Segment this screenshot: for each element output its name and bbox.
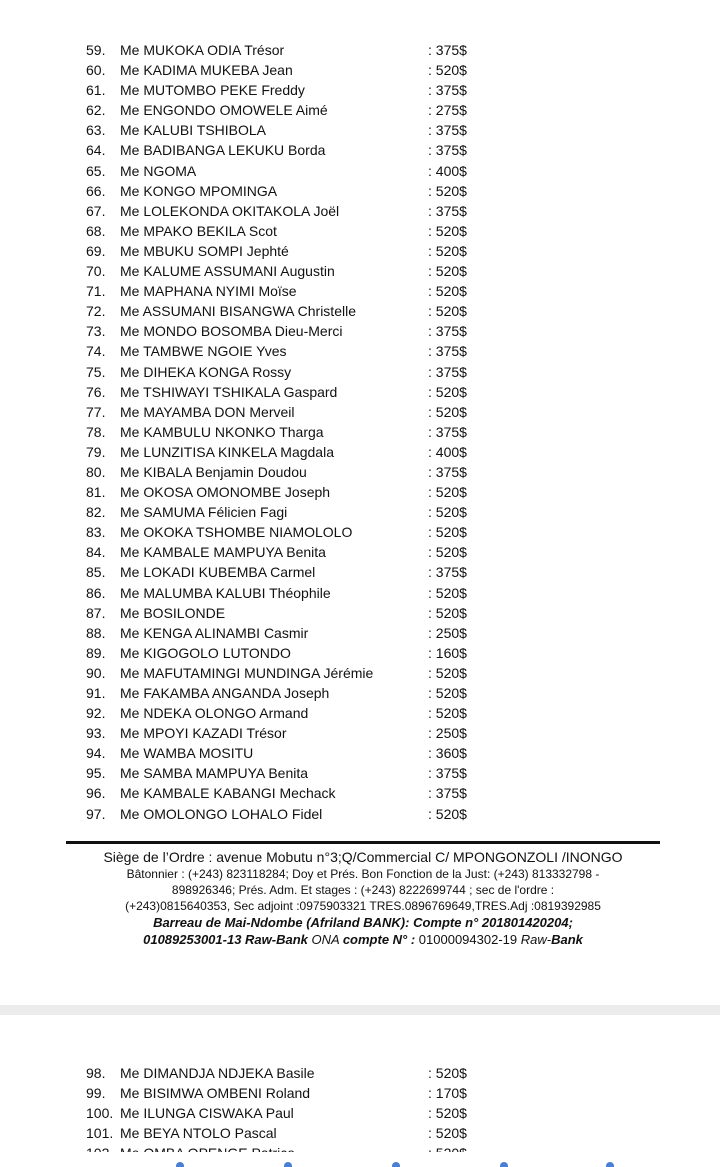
member-name: Me TAMBWE NGOIE Yves (120, 343, 287, 360)
member-name: Me MPOYI KAZADI Trésor (120, 725, 287, 742)
footer-contacts-1: Bâtonnier : (+243) 823118284; Doy et Prés. Bon Fonction de la Just: (+243) 813332798 - (126, 867, 600, 881)
member-name: Me KALUBI TSHIBOLA (120, 122, 267, 139)
list-item (86, 241, 506, 261)
fee-amount: : 520$ (428, 664, 467, 681)
page-dot (392, 1162, 400, 1167)
fee-amount: : 375$ (428, 463, 467, 480)
item-number: 99. (86, 1085, 106, 1102)
list-item (86, 181, 506, 201)
fee-amount: : 375$ (428, 343, 467, 360)
member-name: Me FAKAMBA ANGANDA Joseph (120, 685, 330, 701)
fee-amount: : 520$ (428, 303, 467, 320)
item-number: 78. (86, 423, 106, 440)
fee-amount: : 250$ (428, 725, 467, 742)
list-item (86, 683, 506, 703)
list-item (86, 1103, 506, 1123)
fee-amount: : 375$ (428, 142, 467, 159)
member-name: Me MAPHANA NYIMI Moïse (120, 283, 297, 300)
member-name: Me BADIBANGA LEKUKU Borda (120, 142, 326, 159)
list-item (86, 362, 506, 382)
footer-contacts-3: (+243)0815640353, Sec adjoint :0975903321 TRES.0896769649,TRES.Adj :0819392985 (125, 899, 601, 913)
list-item (86, 783, 506, 803)
list-item (86, 583, 506, 603)
item-number: 80. (86, 463, 106, 480)
item-number: 85. (86, 564, 106, 581)
item-number: 72. (86, 303, 106, 320)
fee-amount: : 375$ (428, 82, 467, 99)
fee-amount: : 520$ (428, 283, 467, 300)
member-name: Me KALUME ASSUMANI Augustin (120, 263, 335, 280)
list-item (86, 522, 506, 542)
member-name: Me MBUKU SOMPI Jephté (120, 242, 289, 259)
member-name: Me MUKOKA ODIA Trésor (120, 42, 285, 58)
footer-bank-account-1: Barreau de Mai-Ndombe (Afriland BANK): Compte n° 201801420204; (153, 915, 573, 930)
list-item (86, 201, 506, 221)
member-name: Me KADIMA MUKEBA Jean (120, 62, 293, 79)
item-number: 69. (86, 242, 106, 259)
item-number: 84. (86, 544, 106, 561)
fee-amount: : 520$ (428, 685, 467, 701)
member-name: Me ENGONDO OMOWELE Aimé (120, 102, 328, 119)
list-item (86, 161, 506, 181)
fee-amount: : 520$ (428, 263, 467, 280)
member-name: Me DIMANDJA NDJEKA Basile (120, 1065, 315, 1081)
item-number: 65. (86, 162, 106, 179)
page-dot (176, 1162, 184, 1167)
member-name: Me TSHIWAYI TSHIKALA Gaspard (120, 383, 338, 400)
item-number: 90. (86, 664, 106, 681)
member-name: Me SAMUMA Félicien Fagi (120, 504, 288, 521)
fee-amount: : 520$ (428, 524, 467, 541)
list-item (86, 402, 506, 422)
footer-contacts-2: 898926346; Prés. Adm. Et stages : (+243) 8222699744 ; sec de l'ordre : (171, 883, 555, 897)
member-name: Me MUTOMBO PEKE Freddy (120, 82, 305, 99)
fee-amount: : 520$ (428, 62, 467, 79)
list-item (86, 80, 506, 100)
item-number: 94. (86, 745, 106, 762)
footer-address: Siège de l’Ordre : avenue Mobutu n°3;Q/Commercial C/ MPONGONZOLI /INONGO (103, 849, 623, 865)
member-name: Me BEYA NTOLO Pascal (120, 1125, 277, 1142)
item-number: 67. (86, 202, 106, 219)
letterhead-footer (66, 848, 660, 948)
member-name: Me MAYAMBA DON Merveil (120, 403, 295, 420)
item-number: 93. (86, 725, 106, 742)
list-item (86, 221, 506, 241)
member-name: Me SAMBA MAMPUYA Benita (120, 765, 309, 782)
item-number: 73. (86, 323, 106, 340)
fee-amount: : 250$ (428, 624, 467, 641)
item-number: 88. (86, 624, 106, 641)
list-item (86, 502, 506, 522)
item-number: 79. (86, 443, 106, 460)
page-separator (0, 1005, 720, 1015)
list-item (86, 281, 506, 301)
fee-amount: : 275$ (428, 102, 467, 119)
item-number: 77. (86, 403, 106, 420)
item-number: 82. (86, 504, 106, 521)
bank-account-number: 01000094302-19 (415, 932, 521, 947)
list-item (86, 623, 506, 643)
item-number: 60. (86, 62, 106, 79)
member-name: Me KAMBULU NKONKO Tharga (120, 423, 324, 440)
fee-amount: : 375$ (428, 564, 467, 581)
fee-amount: : 520$ (428, 584, 467, 601)
member-name: Me MONDO BOSOMBA Dieu-Merci (120, 323, 343, 340)
item-number: 61. (86, 82, 106, 99)
list-item (86, 603, 506, 623)
list-item (86, 422, 506, 442)
fee-amount: : 520$ (428, 604, 467, 621)
footer-divider (66, 841, 660, 844)
list-item (86, 542, 506, 562)
list-item (86, 40, 506, 60)
member-name: Me DIHEKA KONGA Rossy (120, 363, 292, 380)
list-item (86, 60, 506, 80)
page-dot (500, 1162, 508, 1167)
member-name: Me KIBALA Benjamin Doudou (120, 463, 307, 480)
list-item (86, 301, 506, 321)
fee-amount: : 375$ (428, 785, 467, 802)
fee-amount: : 360$ (428, 745, 467, 762)
fee-amount: : 520$ (428, 222, 467, 239)
list-item (86, 743, 506, 763)
fee-amount: : 520$ (428, 383, 467, 400)
list-item (86, 663, 506, 683)
fee-amount: : 520$ (428, 242, 467, 259)
list-item (86, 382, 506, 402)
member-name: Me LUNZITISA KINKELA Magdala (120, 443, 334, 460)
item-number: 76. (86, 383, 106, 400)
member-name: Me ASSUMANI BISANGWA Christelle (120, 303, 356, 320)
item-number: 86. (86, 584, 106, 601)
list-item (86, 261, 506, 281)
member-name: Me KONGO MPOMINGA (120, 182, 278, 199)
member-fee-list-page-2 (86, 1063, 506, 1163)
item-number: 74. (86, 343, 106, 360)
item-number: 92. (86, 705, 106, 722)
list-item (86, 562, 506, 582)
fee-amount: : 170$ (428, 1085, 467, 1102)
bank-name-bank: Bank (551, 932, 583, 947)
list-item (86, 462, 506, 482)
item-number: 101. (86, 1125, 114, 1142)
list-item (86, 442, 506, 462)
fee-amount: : 520$ (428, 544, 467, 561)
member-name: Me KAMBALE MAMPUYA Benita (120, 544, 326, 561)
member-name: Me MALUMBA KALUBI Théophile (120, 584, 331, 601)
item-number: 83. (86, 524, 106, 541)
member-name: Me KIGOGOLO LUTONDO (120, 644, 291, 661)
member-name: Me WAMBA MOSITU (120, 745, 254, 762)
member-name: Me MPAKO BEKILA Scot (120, 222, 277, 239)
member-fee-list-page-1 (86, 40, 506, 824)
member-name: Me ILUNGA CISWAKA Paul (120, 1105, 294, 1122)
fee-amount: : 375$ (428, 202, 467, 219)
item-number: 96. (86, 785, 106, 802)
member-name: Me BISIMWA OMBENI Roland (120, 1085, 311, 1102)
member-name: Me OKOSA OMONOMBE Joseph (120, 484, 331, 501)
fee-amount: : 400$ (428, 443, 467, 460)
bank-label-ona: ONA (307, 932, 343, 947)
page-dot (606, 1162, 614, 1167)
page-dot (284, 1162, 292, 1167)
member-name: Me NGOMA (120, 162, 197, 179)
footer-bank-account-2 (66, 931, 660, 948)
list-item (86, 321, 506, 341)
item-number: 98. (86, 1065, 106, 1081)
list-item (86, 1083, 506, 1103)
item-number: 66. (86, 182, 106, 199)
fee-amount: : 520$ (428, 182, 467, 199)
member-name: Me MAFUTAMINGI MUNDINGA Jérémie (120, 664, 374, 681)
item-number: 64. (86, 142, 106, 159)
member-name: Me LOLEKONDA OKITAKOLA Joël (120, 202, 340, 219)
fee-amount: : 520$ (428, 403, 467, 420)
fee-amount: : 520$ (428, 1105, 467, 1122)
member-name: Me BOSILONDE (120, 604, 226, 621)
list-item (86, 643, 506, 663)
list-item (86, 100, 506, 120)
list-item (86, 120, 506, 140)
member-name: Me LOKADI KUBEMBA Carmel (120, 564, 316, 581)
list-item (86, 703, 506, 723)
fee-amount: : 375$ (428, 765, 467, 782)
page-indicator-dots (0, 1160, 720, 1167)
list-item (86, 140, 506, 160)
list-item (86, 1063, 506, 1083)
item-number: 89. (86, 644, 106, 661)
fee-amount: : 520$ (428, 1065, 467, 1081)
fee-amount: : 520$ (428, 705, 467, 722)
member-name: Me NDEKA OLONGO Armand (120, 705, 309, 722)
item-number: 63. (86, 122, 106, 139)
member-name: Me OKOKA TSHOMBE NIAMOLOLO (120, 524, 353, 541)
list-item (86, 482, 506, 502)
fee-amount: : 520$ (428, 1125, 467, 1142)
item-number: 97. (86, 805, 106, 822)
bank-compte-label: compte N° : (342, 932, 416, 947)
bank-account-rawbank: 01089253001-13 Raw-Bank (143, 932, 308, 947)
member-name: Me KENGA ALINAMBI Casmir (120, 624, 309, 641)
item-number: 68. (86, 222, 106, 239)
fee-amount: : 375$ (428, 323, 467, 340)
list-item (86, 763, 506, 783)
list-item (86, 341, 506, 361)
member-name: Me KAMBALE KABANGI Mechack (120, 785, 336, 802)
fee-amount: : 375$ (428, 363, 467, 380)
fee-amount: : 375$ (428, 122, 467, 139)
fee-amount: : 520$ (428, 504, 467, 521)
item-number: 95. (86, 765, 106, 782)
fee-amount: : 375$ (428, 423, 467, 440)
item-number: 70. (86, 263, 106, 280)
item-number: 59. (86, 42, 106, 58)
member-name: Me OMOLONGO LOHALO Fidel (120, 805, 323, 822)
item-number: 87. (86, 604, 106, 621)
bank-name-raw: Raw- (520, 932, 552, 947)
item-number: 100. (86, 1105, 114, 1122)
list-item (86, 1123, 506, 1143)
item-number: 81. (86, 484, 106, 501)
fee-amount: : 520$ (428, 805, 467, 822)
list-item (86, 723, 506, 743)
item-number: 75. (86, 363, 106, 380)
fee-amount: : 160$ (428, 644, 467, 661)
fee-amount: : 520$ (428, 484, 467, 501)
fee-amount: : 400$ (428, 162, 467, 179)
item-number: 62. (86, 102, 106, 119)
item-number: 91. (86, 685, 106, 701)
fee-amount: : 375$ (428, 42, 467, 58)
list-item (86, 804, 506, 824)
item-number: 71. (86, 283, 106, 300)
